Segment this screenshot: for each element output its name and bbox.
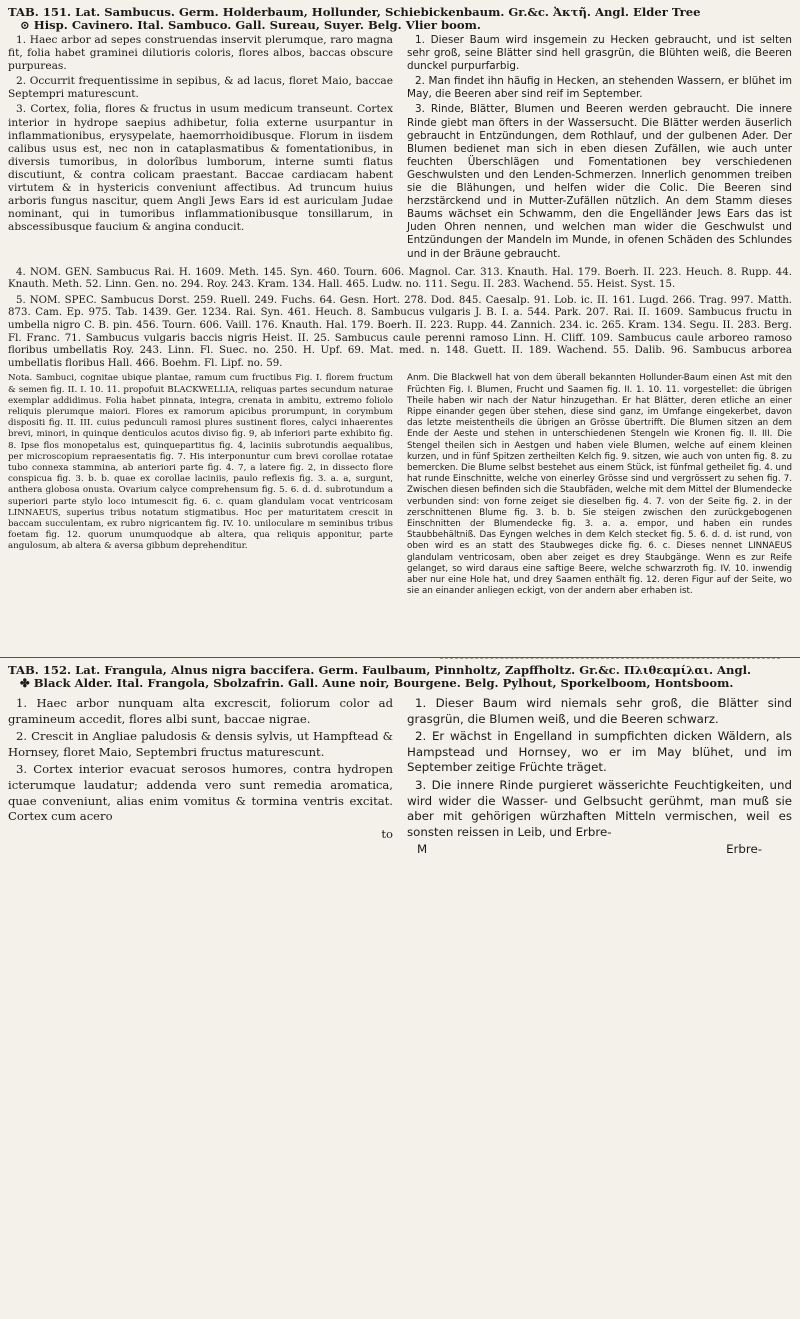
latin-paragraph: 3. Cortex, folia, flores & fructus in usum medicum transeunt. Cortex interior in hydrope saepius adhibetur, folia externe usurpantur in inflammationibus, erysypelate, haemorrhoidibusque. Florum in iisdem calibus usus est, nec non in cataplasmatibus & fomentationibus, in diversis tumoribus, in dolorîbus lumborum, interne sumti flatus discutiunt, & contra colicam praestant. Baccae cardiacam habent virtutem & in hystericis conveniunt affectibus. Ad truncum huius arboris fungus nascitur, quem Angli Jews Ears id est auriculam Judae nominant, qui in tumoribus inflammationibusque tonsillarum, in abscessibusque faucium & angina conducit. [8,103,393,234]
german-paragraph: 2. Er wächst in Engelland in sumpfichten dicken Wäldern, als Hampstead und Hornsey, wo er im May blühet, und im September zeitige Früchte träget. [407,729,792,775]
entry-151-synonyms [8,267,792,371]
entry-152-latin-column [8,696,393,858]
nota-latin: Nota. Sambuci, cognitae ubique plantae, ramum cum fructibus Fig. I. florem fructum & semen fig. II. I. 10. 11. propofuit BLACKWELLIA, reliquas partes secundum naturae exemplar addidimus. Folia habet pinnata, integra, crenata in ambitu, extremo foliolo reliquis plerumque maiori. Flores ex ramorum apicibus prorumpunt, in corymbum dispositi fig. II. III. cuius pedunculi ramosi plures sustinent flores, calyci inhaerentes brevi, minori, in quinque denticulos acutos diviso fig. 9, ab inferiori parte exhibito fig. 8. Ipse flos monopetalus est, quinquepartitus fig. 4, laciniis subrotundis aequalibus, per microscopium repraesentatis fig. 7. His interponuntur cum brevi corollae rotatae tubo connexa stammina, ab anteriori parte fig. 4. 7, a latere fig. 2, in dissecto flore conspicua fig. 3. b. b. quae ex corollae laciniis, paulo reflexis fig. 3. a. a, surgunt, anthera globosa onusta. Ovarium calyce comprehensum fig. 5. 6. d. d. subrotundum a superiori parte stylo loco intumescit fig. 6. c. quam glandulam vocat ventricosam LINNAEUS, superius tribus notatum stigmatibus. Hoc per maturitatem crescit in baccam succulentam, ex rubro nigricantem fig. IV. 10. uniloculare m seminibus tribus foetam fig. 12. quorum unumquodque ab altera, qua reliquis apponitur, parte angulosum, ab altera & aversa gibbum deprehenditur. [8,373,393,552]
entry-152-german-column [407,696,792,858]
nota-german: Anm. Die Blackwell hat von dem überall bekannten Hollunder-Baum einen Ast mit den Früchten Fig. I. Blumen, Frucht und Saamen fig. II. 1. 10. 11. vorgestellet: die übrigen Theile haben wir nach der Natur hinzugethan. Er hat Blätter, deren etliche an einer Rippe einander gegen über stehen, diese sind ganz, im Umfange eingekerbet, davon das letzte meistentheils die übrigen an Grösse übertrifft. Die Blumen sitzen an dem Ende der Aeste und stehen in unterschiedenen Stengeln wie Kronen fig. II. III. Die Stengel theilen sich in Aestgen und haben viele Blumen, welche auf einem kleinen kurzen, und in fünf Spitzen zertheilten Kelch fig. 9. sitzen, wie auch von unten fig. 8. zu bemercken. Die Blume selbst bestehet aus einem Stück, ist fünfmal getheilet fig. 4. und hat runde Einschnitte, welche von einerley Grösse sind und vergrössert zu sehen fig. 7. Zwischen diesen befinden sich die Staubfäden, welche mit dem Mittel der Blumendecke verbunden sind: von forne zeiget sie dieselben fig. 4. 7. von der Seite fig. 2. in der zerschnittenen Blume fig. 3. b. b. Sie steigen zwischen den zurückgebogenen Einschnitten der Blumendecke fig. 3. a. a. empor, und haben ein rundes Staubbehältniß. Das Eyngen welches in dem Kelch stecket fig. 5. 6. d. d. ist rund, von oben wird es an statt des Staubweges dicke fig. 6. c. Dieses nennet LINNAEUS glandulam ventricosam, oben aber zeiget es drey Staubgänge. Wenn es zur Reife gelanget, so wird daraus eine saftige Beere, welche schwarzroth fig. IV. 10. inwendig aber nur eine Hole hat, und drey Saamen enthält fig. 12. deren Figur auf der Seite, wo sie an einander anliegen eckigt, von der andern aber erhaben ist. [407,373,792,597]
german-paragraph: 1. Dieser Baum wird insgemein zu Hecken gebraucht, und ist selten sehr groß, seine Blätter sind hell grasgrün, die Blühten weiß, die Beeren dunckel purpurfarbig. [407,34,792,73]
entry-151-title: TAB. 151. Lat. Sambucus. Germ. Holderbaum, Hollunder, Schiebickenbaum. Gr.&c. Ἀκτῆ. Angl. Elder Tree [8,5,701,19]
german-paragraph: 2. Man findet ihn häufig in Hecken, an stehenden Wassern, er blühet im May, die Beeren aber sind reif im September. [407,75,792,101]
section-divider [0,657,800,658]
nom-spec: 5. NOM. SPEC. Sambucus Dorst. 259. Ruell. 249. Fuchs. 64. Gesn. Hort. 278. Dod. 845. Caesalp. 91. Lob. ic. II. 161. Lugd. 266. Trag. 997. Matth. 873. Cam. Ep. 975. Tab. 1439. Ger. 1234. Rai. Syn. 461. Heuch. 8. Sambucus vulgaris J. B. I. a. 544. Park. 207. Rai. II. 1609. Sambucus fructu in umbella nigro C. B. pin. 456. Tourn. 606. Vaill. 176. Knauth. Hal. 179. Boerh. II. 223. Rupp. 44. Zannich. 234. ic. 265. Kram. 134. Segu. II. 283. Berg. Fl. Franc. 71. Sambucus vulgaris baccis nigris Heist. II. 25. Sambucus caule perenni ramoso Linn. H. Cliff. 109. Sambucus caule arboreo ramoso floribus umbellatis Roy. 243. Linn. Fl. Suec. no. 250. H. Upf. 69. Mat. med. n. 148. Guett. II. 189. Wachend. 55. Dalib. 96. Sambucus arborea umbellatis floribus Hall. 466. Boehm. Fl. Lipf. no. 59. [8,294,792,369]
entry-151-latin-column [8,34,393,263]
latin-paragraph: 1. Haec arbor nunquam alta excrescit, foliorum color ad gramineum accedit, flores albi sunt, baccae nigrae. [8,696,393,726]
german-paragraph: 1. Dieser Baum wird niemals sehr groß, die Blätter sind grasgrün, die Blumen weiß, und die Beeren schwarz. [407,696,792,726]
entry-151-description [8,34,792,263]
german-paragraph: 3. Die innere Rinde purgieret wässerichte Feuchtigkeiten, und wird wider die Wasser- und Gelbsucht gerühmt, man muß sie aber mit gehörigen würzhaften Mitteln vermischen, weil es sonsten reissen in Leib, und Erbre- [407,777,792,839]
catchword-latin: to [381,826,393,841]
signature-mark: M [417,842,428,857]
footer-marks [407,842,792,858]
catchword-german: Erbre- [726,842,762,857]
entry-152-title: TAB. 152. Lat. Frangula, Alnus nigra baccifera. Germ. Faulbaum, Pinnholtz, Zapffholtz. Gr.&c. Πλιθεαμίλαι. Angl. [8,663,752,677]
german-paragraph: 3. Rinde, Blätter, Blumen und Beeren werden gebraucht. Die innere Rinde giebt man öfters in der Wassersucht. Die Blätter werden äuserlich gebraucht in Entzündungen, dem Rothlauf, und der gulbenen Ader. Der Blumen bedienet man sich in eben diesen Zufällen, wie auch unter feuchten Überschlägen und Fomentationen bey verschiedenen Geschwulsten und den Lenden-Schmerzen. Innerlich genommen treiben sie die Blähungen, und helfen wider die Colic. Die Beeren sind herzstärckend und in Mutter-Zufällen nützlich. An dem Stamm dieses Baums wächset ein Schwamm, den die Engelländer Jews Ears das ist Juden Ohren nennen, und welchen man wider die Geschwulst und Entzündungen der Mandeln im Munde, in ofenen Schäden des Schlundes und in der Bräune gebraucht. [407,103,792,260]
entry-151-german-column [407,34,792,263]
entry-151-subtitle: ⊙ Hisp. Cavinero. Ital. Sambuco. Gall. Sureau, Suyer. Belg. Vlier boom. [20,18,481,32]
entry-152-subtitle: ✤ Black Alder. Ital. Frangola, Sbolzafrin. Gall. Aune noir, Bourgene. Belg. Pylhout, Sporkelboom, Hontsboom. [20,676,734,690]
entry-152-description [8,696,792,858]
latin-paragraph: 3. Cortex interior evacuat serosos humores, contra hydropen icterumque laudatur; addenda vero sunt remedia aromatica, quae conveniunt, alias enim vomitus & tormina ventris excitat. Cortex cum acero [8,762,393,824]
entry-151-notes [8,373,792,597]
latin-paragraph: 1. Haec arbor ad sepes construendas inservit plerumque, raro magna fit, folia habet graminei dilutioris coloris, flores albos, baccas obscure purpureas. [8,34,393,73]
latin-paragraph: 2. Occurrit frequentissime in sepibus, & ad lacus, floret Maio, baccae Septempri maturescunt. [8,75,393,101]
entry-151 [8,6,792,597]
latin-paragraph: 2. Crescit in Angliae paludosis & densis sylvis, ut Hampftead & Hornsey, floret Maio, Septembri fructus maturescunt. [8,729,393,759]
entry-152 [8,664,792,858]
nom-gen: 4. NOM. GEN. Sambucus Rai. H. 1609. Meth. 145. Syn. 460. Tourn. 606. Magnol. Car. 313. Knauth. Hal. 179. Boerh. II. 223. Heuch. 8. Rupp. 44. Knauth. Meth. 52. Linn. Gen. no. 294. Roy. 243. Kram. 134. Hall. 465. Ludw. no. 111. Segu. II. 283. Wachend. 55. Heist. Syst. 15. [8,266,792,291]
